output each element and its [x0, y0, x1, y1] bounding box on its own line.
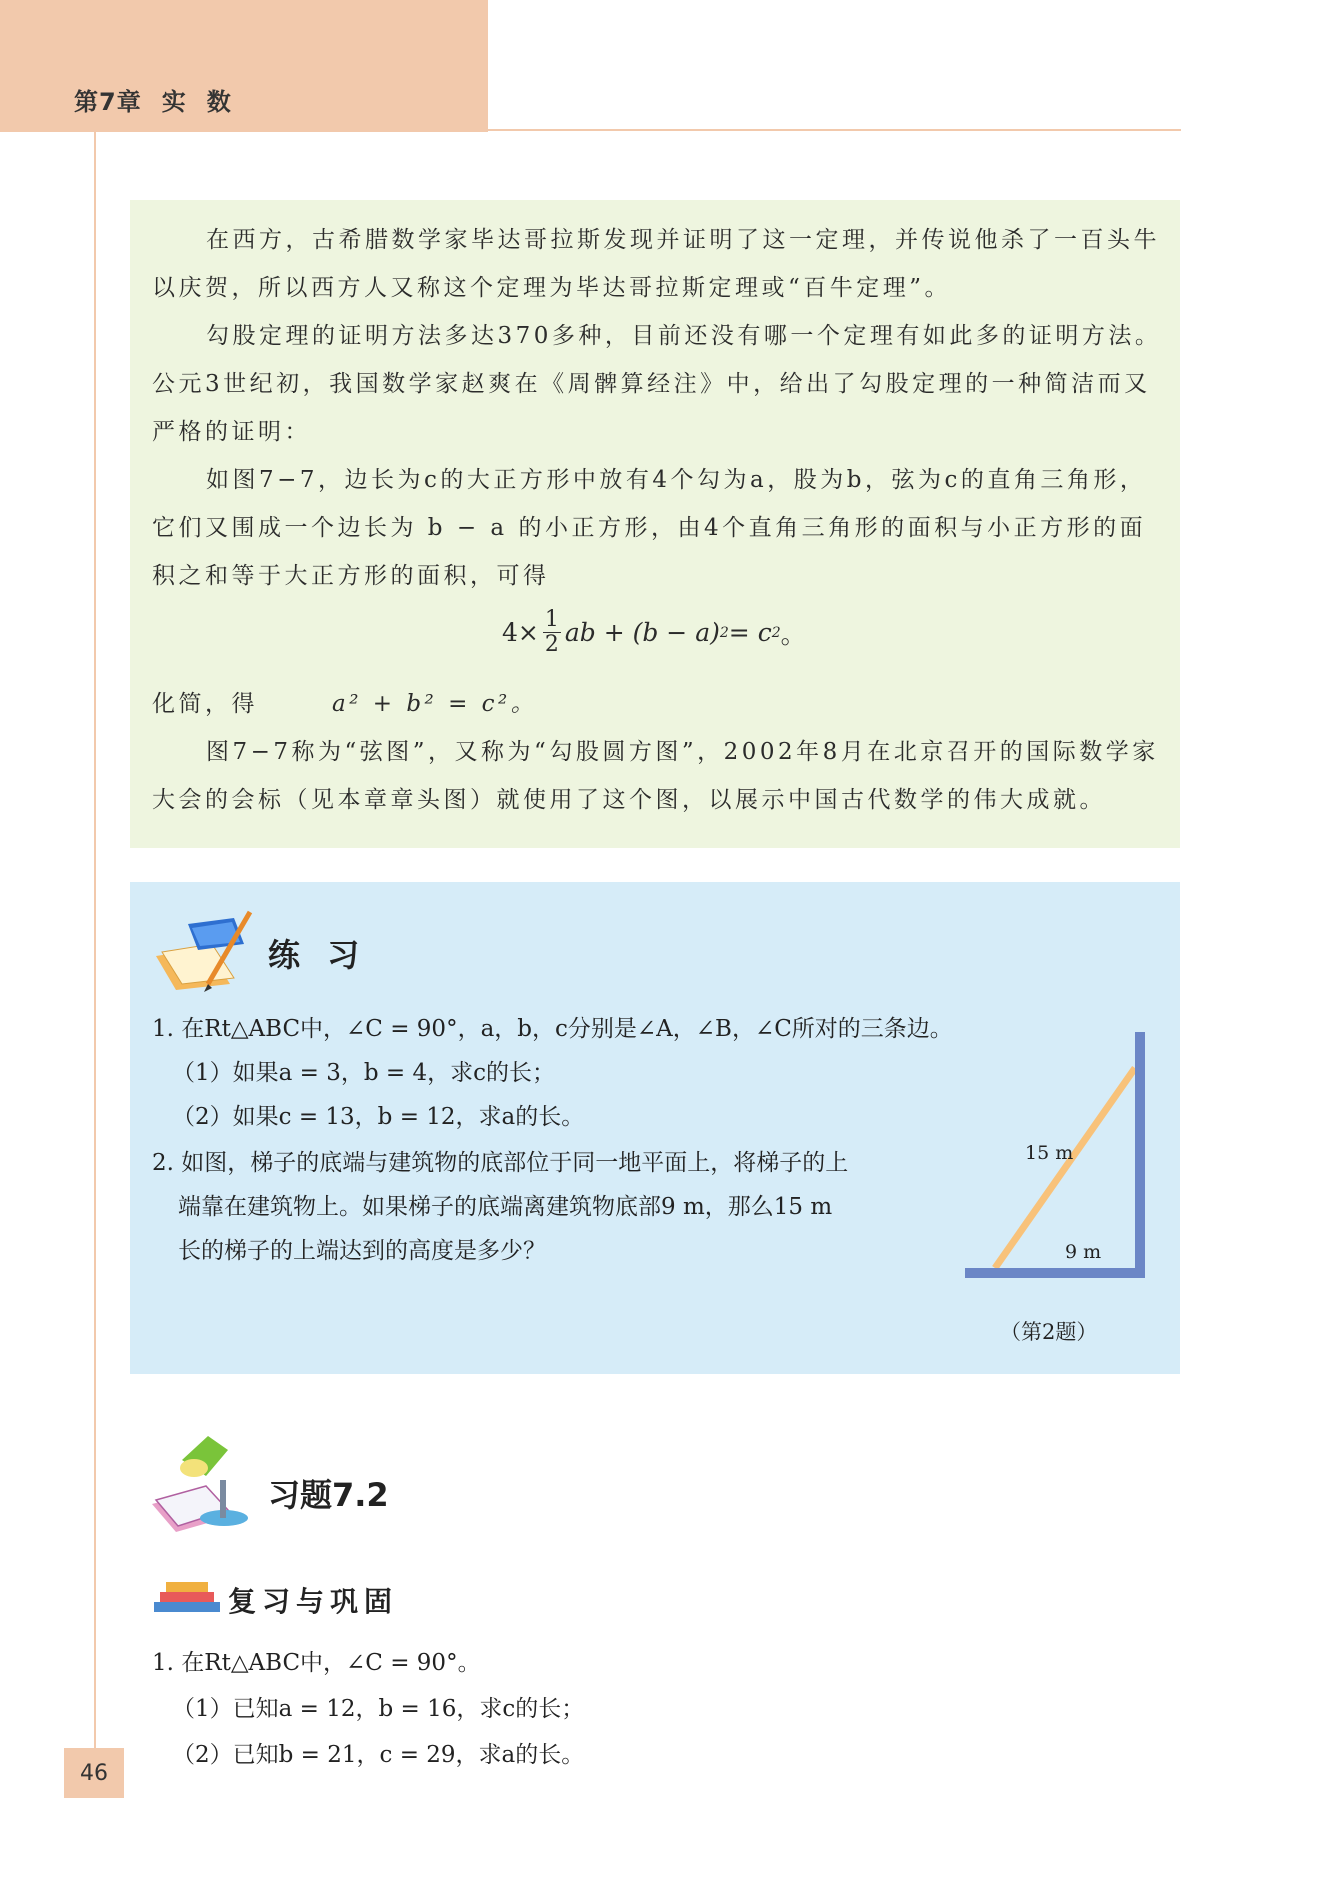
figure-caption: （第2题） [1000, 1320, 1098, 1344]
building-wall [1135, 1032, 1145, 1278]
history-paragraph-1: 在西方，古希腊数学家毕达哥拉斯发现并证明了这一定理，并传说他杀了一百头牛以庆贺，所以西方人又称这个定理为毕达哥拉斯定理或“百牛定理”。 [152, 227, 1160, 301]
books-icon [150, 1574, 224, 1618]
chapter-title-part2: 数 [206, 88, 232, 116]
exercise-box [130, 882, 1180, 1374]
formula-equals: = c [728, 618, 772, 647]
chapter-title [74, 82, 232, 117]
ladder-figure [955, 1032, 1155, 1292]
formula-body: ab + (b − a) [564, 618, 720, 647]
exercise-book-icon [148, 904, 258, 994]
formula-end: 。 [780, 619, 806, 649]
history-paragraph-2: 勾股定理的证明方法多达370多种，目前还没有哪一个定理有如此多的证明方法。公元3世纪初，我国数学家赵爽在《周髀算经注》中，给出了勾股定理的一种简洁而又严格的证明： [152, 323, 1162, 445]
fraction-denominator: 2 [544, 632, 559, 657]
ladder-line [995, 1068, 1135, 1268]
history-paragraph-5: 图7−7称为“弦图”，又称为“勾股圆方图”，2002年8月在北京召开的国际数学家大会的会标（见本章章头图）就使用了这个图，以展示中国古代数学的伟大成就。 [152, 739, 1159, 813]
margin-rule [94, 132, 96, 1752]
simplify-label: 化简，得 [152, 691, 258, 717]
formula-exponent-2: 2 [771, 624, 781, 641]
chapter-number: 第7章 [74, 88, 142, 116]
fraction-numerator: 1 [544, 607, 559, 632]
desk-lamp-book-icon [148, 1430, 262, 1538]
homework-title: 习题7.2 [268, 1476, 389, 1514]
base-distance-label: 9 m [1065, 1241, 1102, 1263]
header-rule [488, 129, 1181, 131]
simplify-line [152, 680, 1162, 728]
page-number: 46 [64, 1748, 124, 1798]
homework-q1-part2: （2）已知b = 21，c = 29，求a的长。 [172, 1742, 585, 1768]
exercise-q2-line3: 长的梯子的上端达到的高度是多少？ [178, 1238, 546, 1264]
formula-lead: 4× [502, 618, 539, 647]
ground-line [965, 1268, 1145, 1278]
exercise-q1: 1. 在Rt△ABC中，∠C = 90°，a，b，c分别是∠A，∠B，∠C所对的三条边。 [152, 1016, 953, 1042]
homework-q1-part1: （1）已知a = 12，b = 16，求c的长； [172, 1696, 585, 1722]
area-formula [502, 608, 806, 657]
exercise-q1-part1: （1）如果a = 3，b = 4，求c的长； [172, 1060, 556, 1086]
formula-exponent: 2 [719, 624, 729, 641]
history-note-box [130, 200, 1180, 848]
exercise-q2-line2: 端靠在建筑物上。如果梯子的底端离建筑物底部9 m，那么15 m [178, 1194, 833, 1220]
simplified-equation: a² + b² = c²。 [332, 691, 538, 717]
section-review-title: 复习与巩固 [228, 1585, 399, 1618]
ladder-length-label: 15 m [1025, 1142, 1074, 1164]
homework-q1: 1. 在Rt△ABC中，∠C = 90°。 [152, 1650, 481, 1676]
chapter-title-part1: 实 [161, 88, 187, 116]
exercise-q2-line1: 2. 如图，梯子的底端与建筑物的底部位于同一地平面上，将梯子的上 [152, 1150, 849, 1176]
history-paragraph-3: 如图7−7，边长为c的大正方形中放有4个勾为a，股为b，弦为c的直角三角形，它们又围成一个边长为 b − a 的小正方形，由4个直角三角形的面积与小正方形的面积之和等于大正方形的面积，可得 [152, 467, 1147, 589]
exercise-q1-part2: （2）如果c = 13，b = 12，求a的长。 [172, 1104, 585, 1130]
exercise-title: 练 习 [268, 936, 368, 974]
fraction-one-half [543, 608, 561, 657]
